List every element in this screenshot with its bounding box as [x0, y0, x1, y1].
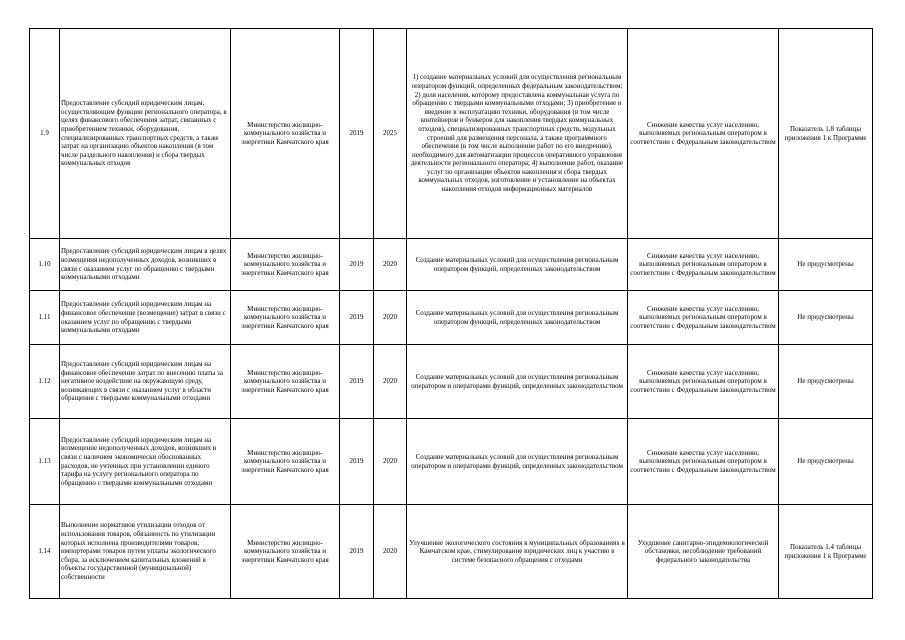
consequence: Снижение качества услуг населению, выполняемых региональным оператором в соответствии с Федеральным законодательством — [628, 419, 779, 505]
expected-result: Улучшение экологического состояния в муниципальных образованиях в Камчатском крае, стимулирование юридических лиц к участию в системе безопасного обращения с отходами — [407, 505, 628, 599]
table-row — [30, 505, 873, 599]
measure-name: Предоставление субсидий юридическим лицам на финансовое обеспечение затрат по внесению платы за негативное воздействие на окружающую среду, возникающих в связи с оказанием услуг в области обращения с твердыми коммунальными отходами — [60, 345, 231, 419]
measure-name: Предоставление субсидий юридическим лицам в целях возмещения недополученных доходов, возникших в связи с оказанием услуг по обращению с твердыми коммунальными отходами — [60, 239, 231, 291]
consequence: Ухудшение санитарно-эпидемиологической обстановки, несоблюдение требований федерального законодательства — [628, 505, 779, 599]
table-row — [30, 419, 873, 505]
indicator: Не предусмотрены — [779, 419, 873, 505]
end-year: 2020 — [374, 239, 407, 291]
row-number: 1.12 — [30, 345, 60, 419]
table-row — [30, 239, 873, 291]
consequence: Снижение качества услуг населению, выполняемых региональным оператором в соответствии с Федеральным законодательством — [628, 29, 779, 239]
start-year: 2019 — [340, 239, 374, 291]
table-row — [30, 29, 873, 239]
end-year: 2020 — [374, 291, 407, 345]
measures-table — [29, 28, 873, 599]
row-number: 1.10 — [30, 239, 60, 291]
expected-result: 1) создание материальных условий для осуществления региональным оператором функций, определенных федеральным законодательством; 2) доля населения, которому предоставлена коммунальная услуга по обращению с твердыми коммунальными отходами; 3) приобретение и введение в эксплуатацию техники, оборудования (в том числе контейнеров и бункеров для накопления твердых коммунальных отходов), специализированных транспортных средств, модульных строений для размещения персонала, а также программного обеспечения (в том числе выполнение работ по его внедрению), необходимого для автоматизации процессов оперативного управления деятельности регионального оператора; 4) выполнение работ, оказание услуг по организации объектов накопления и сбора твердых коммунальных отходов, изготовление и установление на объектах накопления отходов информационных материалов — [407, 29, 628, 239]
indicator: Показатель 1.8 таблицы приложения 1 к Программе — [779, 29, 873, 239]
start-year: 2019 — [340, 29, 374, 239]
end-year: 2020 — [374, 419, 407, 505]
executor: Министерство жилищно-коммунального хозяйства и энергетики Камчатского края — [231, 505, 340, 599]
row-number: 1.13 — [30, 419, 60, 505]
start-year: 2019 — [340, 345, 374, 419]
start-year: 2019 — [340, 291, 374, 345]
start-year: 2019 — [340, 419, 374, 505]
row-number: 1.9 — [30, 29, 60, 239]
measure-name: Предоставление субсидий юридическим лицам на финансовое обеспечение (возмещение) затрат в связи с оказанием услуг по обращению с твердыми коммунальными отходами — [60, 291, 231, 345]
consequence: Снижение качества услуг населению, выполняемых региональным оператором в соответствии с Федеральным законодательством — [628, 239, 779, 291]
executor: Министерство жилищно-коммунального хозяйства и энергетики Камчатского края — [231, 291, 340, 345]
measure-name: Выполнение нормативов утилизации отходов от использования товаров, обязанность по утилизации которых исполнена производителями товаров, импортерами товаров путем уплаты экологического сбора, за исключением капитальных вложений в объекты государственной (муниципальной) собственности — [60, 505, 231, 599]
measure-name: Предоставление субсидий юридическим лицам, осуществляющим функции регионального оператора, в целях финансового обеспечения затрат, связанных с приобретением техники, оборудования, специализированных транспортных средств, а также затрат на организацию объектов накопления (в том числе раздельного накопления) и сбора твердых коммунальных отходов — [60, 29, 231, 239]
executor: Министерство жилищно-коммунального хозяйства и энергетики Камчатского края — [231, 29, 340, 239]
row-number: 1.11 — [30, 291, 60, 345]
expected-result: Создание материальных условий для осуществления региональным оператором функций, определенных законодательством — [407, 291, 628, 345]
indicator: Не предусмотрены — [779, 291, 873, 345]
start-year: 2019 — [340, 505, 374, 599]
executor: Министерство жилищно-коммунального хозяйства и энергетики Камчатского края — [231, 345, 340, 419]
table-row — [30, 291, 873, 345]
expected-result: Создание материальных условий для осуществления региональным оператором и операторами функций, определенных законодательством — [407, 345, 628, 419]
indicator: Не предусмотрены — [779, 239, 873, 291]
end-year: 2020 — [374, 345, 407, 419]
consequence: Снижение качества услуг населению, выполняемых региональным оператором в соответствии с Федеральным законодательством — [628, 345, 779, 419]
expected-result: Создание материальных условий для осуществления региональным оператором и операторами функций, определенных законодательством — [407, 419, 628, 505]
expected-result: Создание материальных условий для осуществления региональным оператором функций, определенных законодательством — [407, 239, 628, 291]
row-number: 1.14 — [30, 505, 60, 599]
measure-name: Предоставление субсидий юридическим лицам на возмещение недополученных доходов, возникших в связи с наличием экономически обоснованных расходов, не учтенных при установлении единого тарифа на услугу регионального оператора по обращению с твердыми коммунальными отходами — [60, 419, 231, 505]
indicator: Не предусмотрены — [779, 345, 873, 419]
executor: Министерство жилищно-коммунального хозяйства и энергетики Камчатского края — [231, 419, 340, 505]
table-row — [30, 345, 873, 419]
indicator: Показатель 1.4 таблицы приложения 1 к Программе — [779, 505, 873, 599]
end-year: 2025 — [374, 29, 407, 239]
executor: Министерство жилищно-коммунального хозяйства и энергетики Камчатского края — [231, 239, 340, 291]
consequence: Снижение качества услуг населению, выполняемых региональным оператором в соответствии с Федеральным законодательством — [628, 291, 779, 345]
end-year: 2020 — [374, 505, 407, 599]
